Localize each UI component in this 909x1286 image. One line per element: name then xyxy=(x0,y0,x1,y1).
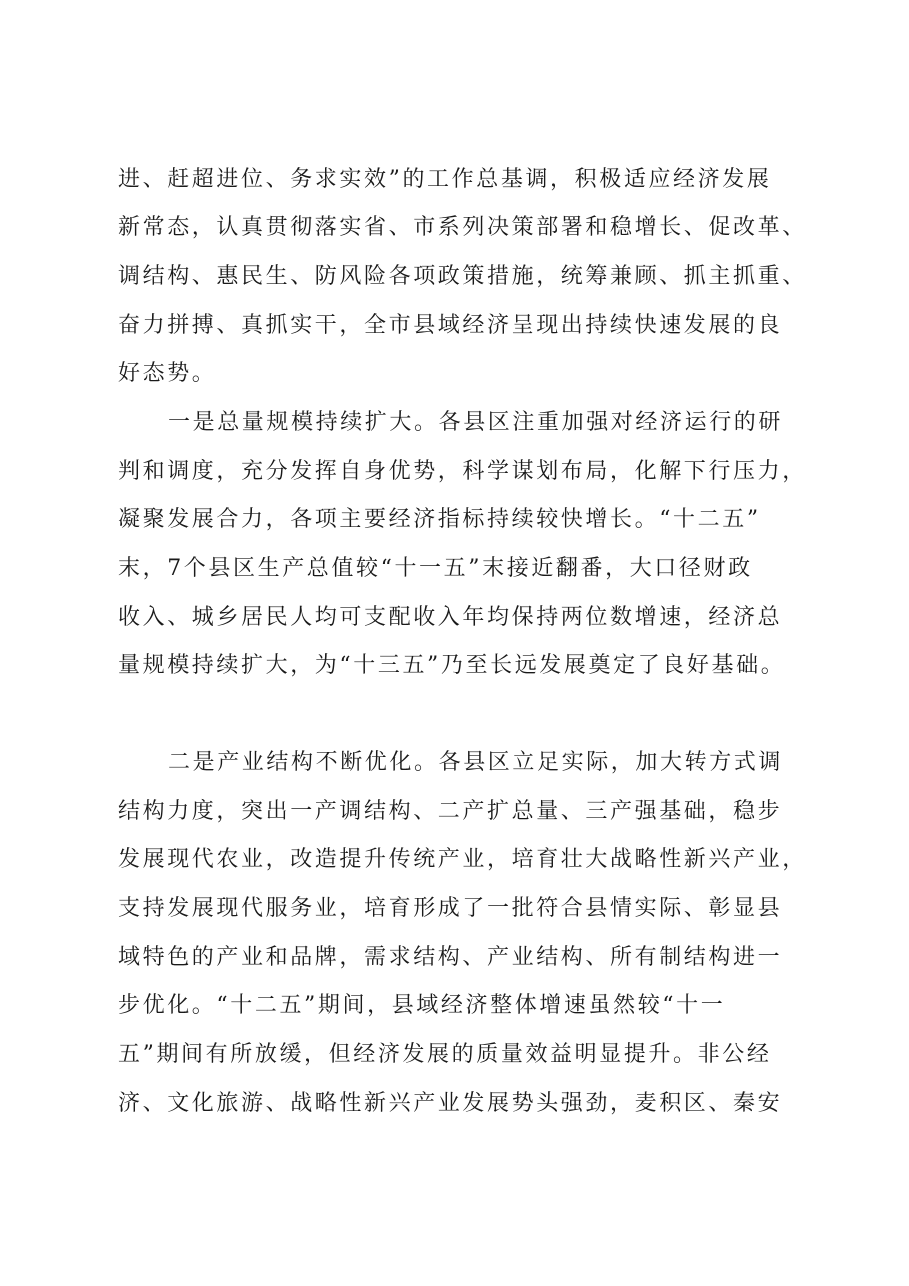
paragraph-2-line-3: 凝聚发展合力，各项主要经济指标持续较快增长。“十二五” xyxy=(118,507,761,532)
paragraph-3-line-1: 二是产业结构不断优化。各县区立足实际，加大转方式调 xyxy=(168,750,784,775)
paragraph-2-line-6: 量规模持续扩大，为“十三五”乃至长远发展奠定了良好基础。 xyxy=(118,653,786,678)
paragraph-2-line-1: 一是总量规模持续扩大。各县区注重加强对经济运行的研 xyxy=(168,410,784,435)
paragraph-1-line-1: 进、赶超进位、务求实效”的工作总基调，积极适应经济发展 xyxy=(118,167,772,192)
paragraph-1-line-2: 新常态，认真贯彻落实省、市系列决策部署和稳增长、促改革、 xyxy=(118,215,807,240)
paragraph-2-line-4: 末，7个县区生产总值较“十一五”末接近翻番，大口径财政 xyxy=(118,556,753,581)
paragraph-1-line-5: 好态势。 xyxy=(118,361,217,386)
paragraph-3-line-4: 支持发展现代服务业，培育形成了一批符合县情实际、彰显县 xyxy=(118,896,783,921)
paragraph-3-line-5: 域特色的产业和品牌，需求结构、产业结构、所有制结构进一 xyxy=(118,945,783,970)
paragraph-1-line-3: 调结构、惠民生、防风险各项政策措施，统筹兼顾、抓主抓重、 xyxy=(118,264,807,289)
paragraph-2-line-5: 收入、城乡居民人均可支配收入年均保持两位数增速，经济总 xyxy=(118,605,783,630)
paragraph-3-line-3: 发展现代农业，改造提升传统产业，培育壮大战略性新兴产业， xyxy=(118,847,807,872)
paragraph-3-line-7: 五”期间有所放缓，但经济发展的质量效益明显提升。非公经 xyxy=(118,1042,772,1067)
paragraph-3-line-6: 步优化。“十二五”期间，县域经济整体增速虽然较“十一 xyxy=(118,993,726,1018)
paragraph-2-line-2: 判和调度，充分发挥自身优势，科学谋划布局，化解下行压力， xyxy=(118,459,807,484)
paragraph-3-line-8: 济、文化旅游、战略性新兴产业发展势头强劲，麦积区、秦安 xyxy=(118,1091,783,1116)
paragraph-1-line-4: 奋力拼搏、真抓实干，全市县域经济呈现出持续快速发展的良 xyxy=(118,313,783,338)
paragraph-3-line-2: 结构力度，突出一产调结构、二产扩总量、三产强基础，稳步 xyxy=(118,799,783,824)
